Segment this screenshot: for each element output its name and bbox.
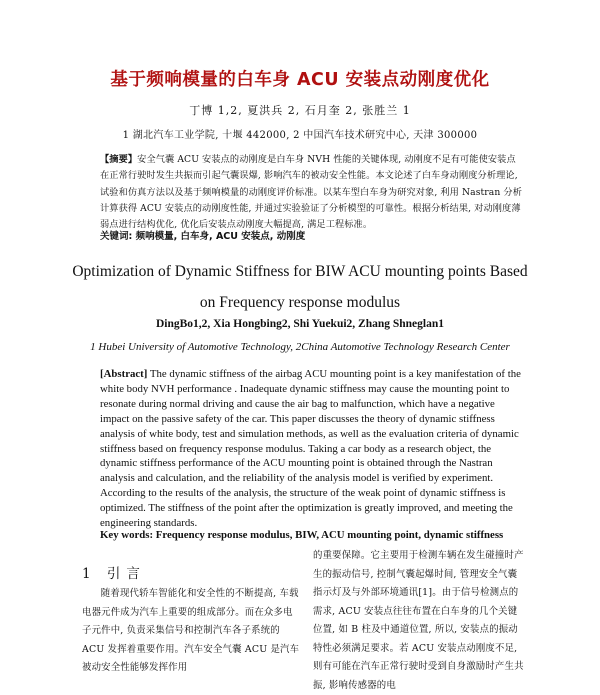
body-right-column: 的重要保障。它主要用于检测车辆在发生碰撞时产生的振动信号, 控制气囊起爆时间, 管理安全气囊指示灯及与外部环境通讯[1]。由于信号检测点的需求, ACU 安装点往往布置在白车身的几个关键位置, 如 B 柱及中通道位置, 所以, 安装点的振动特性必须满足要求。若 ACU 安装点动刚度不足, 则有可能在汽车正常行驶时受到自身激励时产生共振, 影响传感器的电 [313,550,524,691]
english-abstract-label: [Abstract] [100,368,148,380]
section-title: 引言 [106,566,146,582]
english-keywords-label: Key words: [100,529,154,541]
english-title-line-1: Optimization of Dynamic Stiffness for BIW ACU mounting points Based [72,263,528,280]
english-abstract-text: The dynamic stiffness of the airbag ACU mounting point is a key manifestation of the white body NVH performance . Inadequate dynamic stiffness may cause the mounting point to resonate during normal driving and cause the air bag to malfunction, which have a negative impact on the passive safety of the car. This paper discusses the theory of dynamic stiffness analysis of white body, test and simulation methods, as well as the evaluation criteria of dynamic stiffness based on frequency response modulus. Taking a car body as a research object, the dynamic stiffness performance of the ACU mounting point is obtained through the Nastran analysis and calculation, and the reliability of the analysis model is verified by experiment. According to the results of the analysis, the structure of the weak point of dynamic stiffness is optimized. The stiffness of the point after the optimization is greatly improved, and meeting the engineering standards. [100,368,521,530]
chinese-title: 基于频响模量的白车身 ACU 安装点动刚度优化 [110,70,490,90]
chinese-keywords-text: 频响模量, 白车身, ACU 安装点, 动刚度 [135,231,306,242]
english-title-line-2: on Frequency response modulus [199,294,401,311]
english-abstract [100,367,524,531]
section-number: 1 [82,566,97,582]
english-keywords-text: Frequency response modulus, BIW, ACU mounting point, dynamic stiffness [155,529,504,541]
chinese-affiliation: 1 湖北汽车工业学院, 十堰 442000, 2 中国汽车技术研究中心, 天津 300000 [122,130,478,141]
body-left-column: 随着现代轿车智能化和安全性的不断提高, 车载电器元件成为汽车上重要的组成部分。而在众多电子元件中, 负责采集信号和控制汽车各子系统的 ACU 发挥着重要作用。汽车安全气囊 ACU 是汽车被动安全性能够发挥作用 [82,588,300,673]
section-heading [82,562,146,582]
chinese-authors: 丁博 1,2, 夏洪兵 2, 石月奎 2, 张胜兰 1 [189,104,411,117]
chinese-abstract-text: 安全气囊 ACU 安装点的动刚度是白车身 NVH 性能的关键体现, 动刚度不足有可能使安装点在正常行驶时发生共振而引起气囊误爆, 影响汽车的被动安全性能。本文论述了白车身动刚度分析理论, 试验和仿真方法以及基于频响模量的动刚度评价标准。以某车型白车身为研究对象, 利用 Nastran 分析计算获得 ACU 安装点的动刚度性能, 并通过实验验证了分析模型的可靠性。根据分析结果, 对动刚度薄弱点进行结构优化, 优化后安装点动刚度大幅提高, 满足工程标准。 [100,154,522,231]
chinese-keywords-label: 关键词: [100,231,133,242]
english-title [0,256,600,318]
chinese-abstract-label: 【摘要】 [100,154,138,165]
english-affiliation: 1 Hubei University of Automotive Technology, 2China Automotive Technology Research Center [90,341,510,353]
chinese-abstract [100,152,524,233]
english-authors: DingBo1,2, Xia Hongbing2, Shi Yuekui2, Zhang Shneglan1 [155,318,445,330]
english-keywords [100,529,540,541]
chinese-keywords [100,228,524,242]
